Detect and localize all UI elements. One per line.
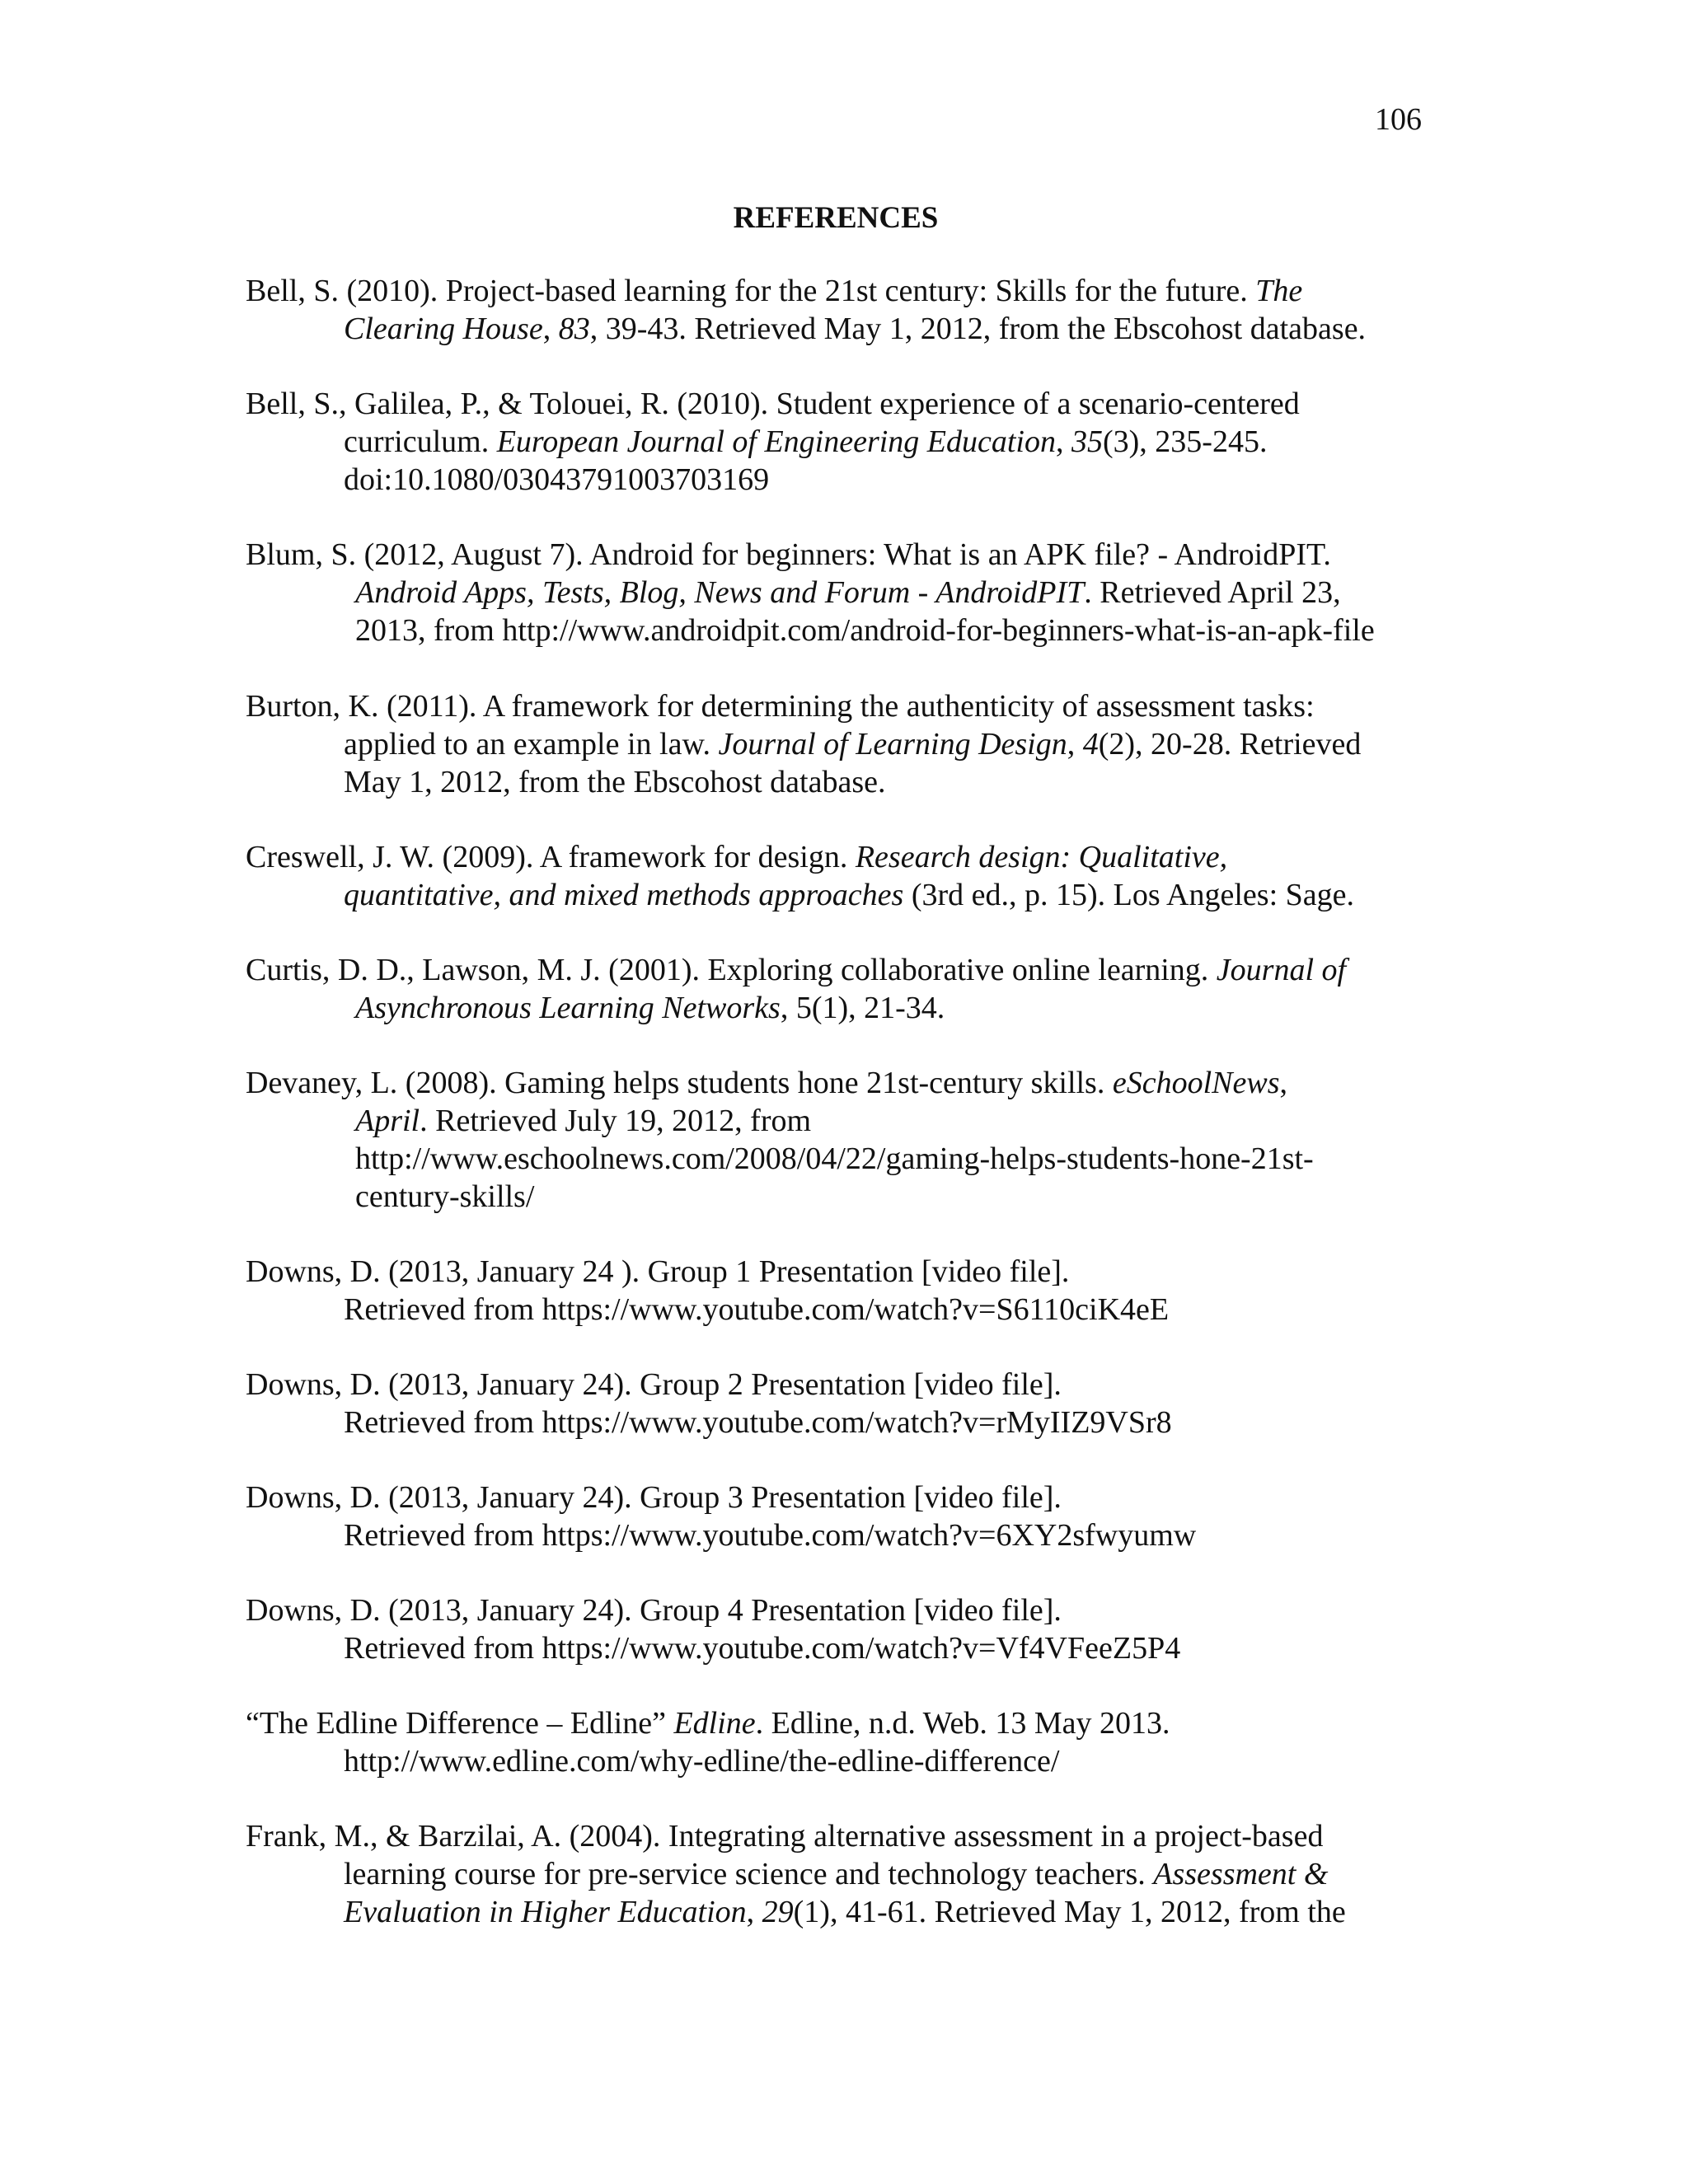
reference-entry: Frank, M., & Barzilai, A. (2004). Integrating alternative assessment in a project-based learning course for pre-service science and technology teachers. Assessment & Evaluation in Higher Education, 29(1), 41-61. Retrieved May 1, 2012, from the <box>246 1819 1346 1929</box>
reference-entry: Bell, S., Galilea, P., & Tolouei, R. (2010). Student experience of a scenario-centered curriculum. European Journal of Engineering Education, 35(3), 235-245. doi:10.1080/03043791003703169 <box>246 387 1300 497</box>
reference-entry: Burton, K. (2011). A framework for determining the authenticity of assessment tasks: applied to an example in law. Journal of Learning Design, 4(2), 20-28. Retrieved May 1, 2012, from the Ebscohost database. <box>246 689 1362 799</box>
reference-entry: “The Edline Difference – Edline” Edline. Edline, n.d. Web. 13 May 2013. http://www.edline.com/why-edline/the-edline-difference/ <box>246 1706 1170 1779</box>
references-heading: REFERENCES <box>733 201 939 235</box>
page-number: 106 <box>1375 102 1422 137</box>
reference-entry: Downs, D. (2013, January 24 ). Group 1 Presentation [video file]. Retrieved from https://www.youtube.com/watch?v=S6110ciK4eE <box>246 1254 1170 1327</box>
reference-entry: Curtis, D. D., Lawson, M. J. (2001). Exploring collaborative online learning. Journal of Asynchronous Learning Networks, 5(1), 21-34. <box>246 953 1347 1025</box>
reference-entry: Devaney, L. (2008). Gaming helps students hone 21st-century skills. eSchoolNews, April. Retrieved July 19, 2012, from http://www.eschoolnews.com/2008/04/22/gaming-helps-students-hone-21st- century-skills/ <box>246 1066 1314 1214</box>
reference-entry: Downs, D. (2013, January 24). Group 3 Presentation [video file]. Retrieved from https://www.youtube.com/watch?v=6XY2sfwyumw <box>246 1480 1197 1553</box>
reference-entry: Blum, S. (2012, August 7). Android for beginners: What is an APK file? - AndroidPIT. Android Apps, Tests, Blog, News and Forum - AndroidPIT. Retrieved April 23, 2013, from http://www.androidpit.com/android-for-beginners-what-is-an-apk-file <box>246 537 1375 648</box>
reference-entry: Creswell, J. W. (2009). A framework for design. Research design: Qualitative, quantitative, and mixed methods approaches (3rd ed., p. 15). Los Angeles: Sage. <box>246 840 1354 912</box>
reference-entry: Downs, D. (2013, January 24). Group 4 Presentation [video file]. Retrieved from https://www.youtube.com/watch?v=Vf4VFeeZ5P4 <box>246 1593 1181 1666</box>
reference-entry: Bell, S. (2010). Project-based learning for the 21st century: Skills for the future. The Clearing House, 83, 39-43. Retrieved May 1, 2012, from the Ebscohost database. <box>246 274 1367 346</box>
reference-entry: Downs, D. (2013, January 24). Group 2 Presentation [video file]. Retrieved from https://www.youtube.com/watch?v=rMyIIZ9VSr8 <box>246 1367 1172 1440</box>
